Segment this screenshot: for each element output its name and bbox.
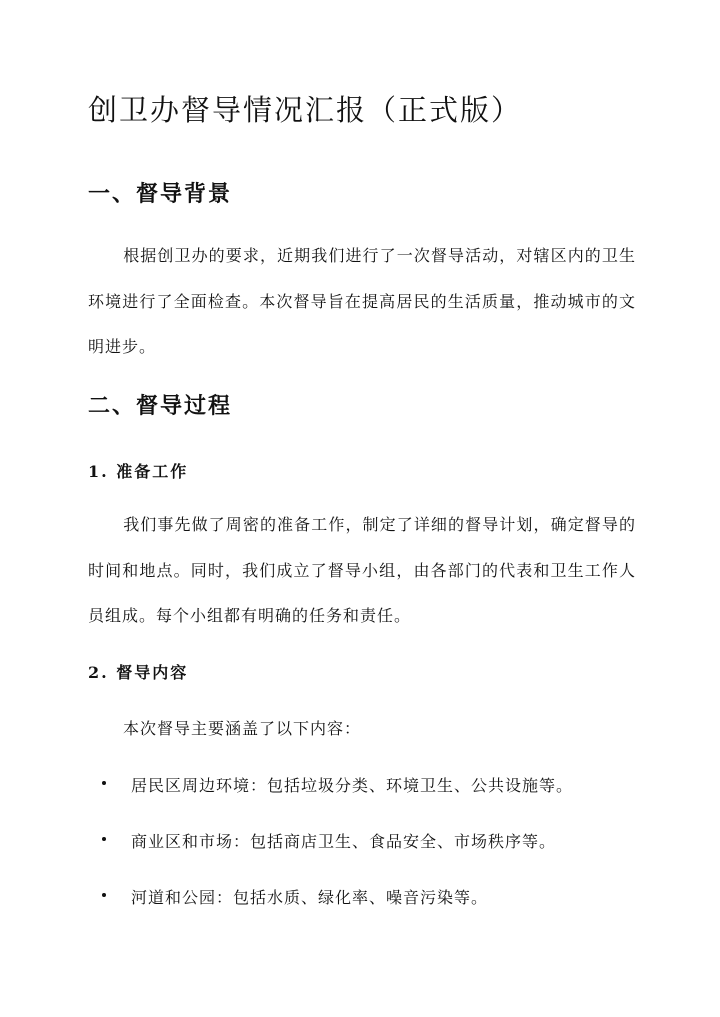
bullet-dot-icon (102, 781, 106, 785)
list-item-text: 商业区和市场：包括商店卫生、食品安全、市场秩序等。 (131, 832, 557, 851)
section-heading-process: 二、督导过程 (88, 393, 233, 419)
document-title: 创卫办督导情况汇报（正式版） (88, 93, 523, 127)
subsection-heading-content: 2. 督导内容 (88, 663, 189, 682)
section-heading-background: 一、督导背景 (88, 181, 233, 207)
subsection-heading-preparation: 1. 准备工作 (88, 462, 189, 481)
list-item-text: 河道和公园：包括水质、绿化率、噪音污染等。 (131, 888, 489, 907)
list-item-text: 居民区周边环境：包括垃圾分类、环境卫生、公共设施等。 (131, 776, 574, 795)
content-intro: 本次督导主要涵盖了以下内容： (123, 719, 362, 738)
bullet-dot-icon (102, 893, 106, 897)
bullet-dot-icon (102, 837, 106, 841)
background-paragraph: 根据创卫办的要求，近期我们进行了一次督导活动，对辖区内的卫生环境进行了全面检查。本次督导旨在提高居民的生活质量，推动城市的文明进步。 (88, 246, 636, 356)
preparation-paragraph: 我们事先做了周密的准备工作，制定了详细的督导计划，确定督导的时间和地点。同时，我们成立了督导小组，由各部门的代表和卫生工作人员组成。每个小组都有明确的任务和责任。 (88, 515, 636, 625)
